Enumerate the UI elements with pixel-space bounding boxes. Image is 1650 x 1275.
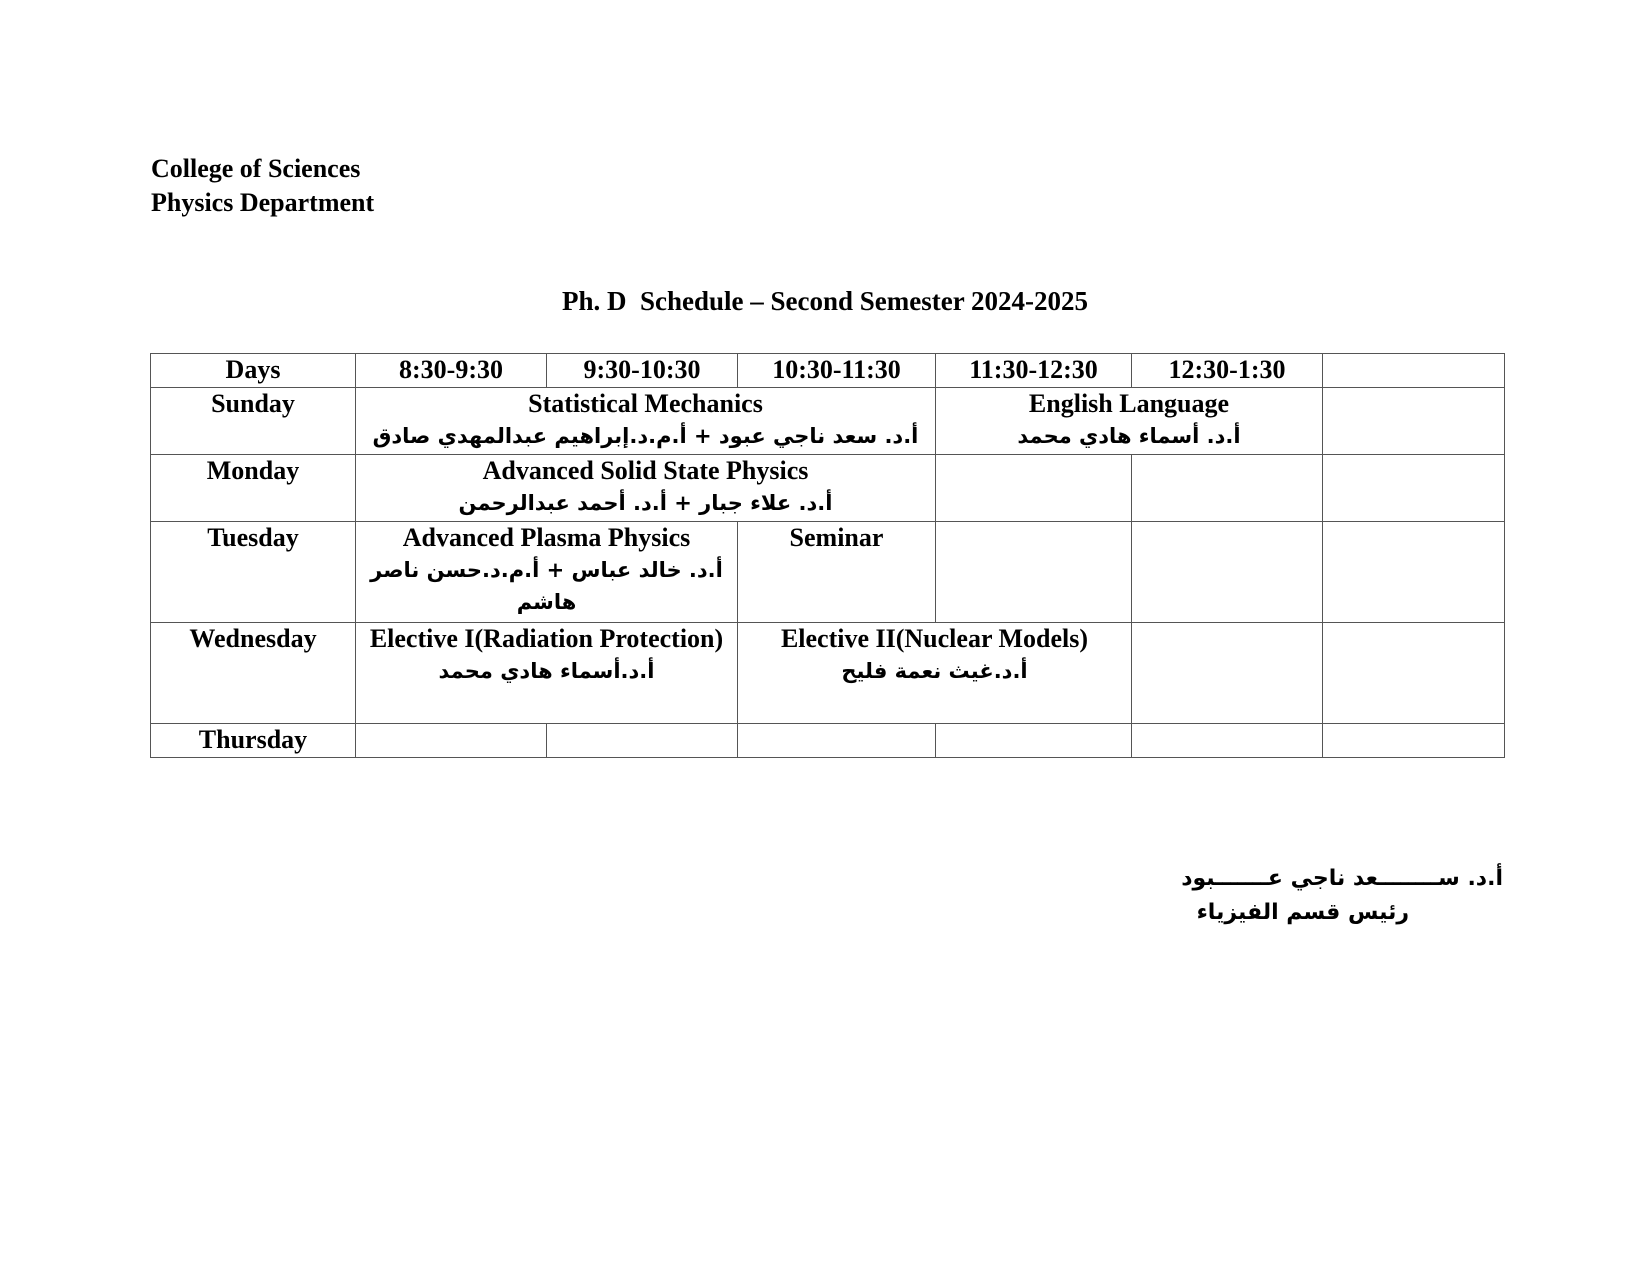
- instructor-name: أ.د. علاء جبار + أ.د. أحمد عبدالرحمن: [458, 491, 833, 515]
- course-name: Advanced Solid State Physics: [482, 456, 809, 485]
- empty-cell: [738, 724, 936, 758]
- column-header-slot-4: 11:30-12:30: [936, 354, 1132, 388]
- class-cell-advanced-solid-state: [356, 455, 936, 522]
- header-block: [151, 152, 374, 220]
- college-name: College of Sciences: [151, 154, 361, 183]
- course-name: Elective I(Radiation Protection): [369, 624, 724, 653]
- column-header-days: Days: [151, 354, 356, 388]
- signature-block: [1181, 862, 1503, 930]
- instructor-name: أ.د. سعد ناجي عبود + أ.م.د.إبراهيم عبدالمهدي صادق: [372, 424, 919, 448]
- class-cell-english-language: [936, 388, 1323, 455]
- class-cell-seminar: [738, 522, 936, 623]
- course-name: Elective II(Nuclear Models): [780, 624, 1089, 653]
- column-header-slot-3: 10:30-11:30: [738, 354, 936, 388]
- empty-cell: [1132, 455, 1323, 522]
- empty-cell: [936, 522, 1132, 623]
- empty-cell: [547, 724, 738, 758]
- course-name: English Language: [1028, 389, 1230, 418]
- class-cell-elective-2: [738, 623, 1132, 724]
- empty-cell: [936, 724, 1132, 758]
- day-cell-wednesday: Wednesday: [151, 623, 356, 724]
- column-header-slot-1: 8:30-9:30: [356, 354, 547, 388]
- header-row: [151, 354, 1505, 388]
- class-cell-advanced-plasma: [356, 522, 738, 623]
- day-cell-tuesday: Tuesday: [151, 522, 356, 623]
- row-thursday: [151, 724, 1505, 758]
- empty-cell: [1323, 388, 1505, 455]
- empty-cell: [1132, 522, 1323, 623]
- signatory-name: أ.د. ســــــــعد ناجي عـــــــبود: [1181, 866, 1503, 891]
- signatory-title: رئيس قسم الفيزياء: [1196, 900, 1409, 925]
- column-header-extra: [1323, 354, 1505, 388]
- row-wednesday: [151, 623, 1505, 724]
- row-tuesday: [151, 522, 1505, 623]
- document-title: Ph. D Schedule – Second Semester 2024-2025: [562, 286, 1088, 316]
- empty-cell: [1323, 455, 1505, 522]
- day-cell-monday: Monday: [151, 455, 356, 522]
- instructor-name: أ.د. خالد عباس + أ.م.د.حسن ناصر هاشم: [370, 558, 723, 614]
- day-cell-sunday: Sunday: [151, 388, 356, 455]
- schedule-table: [150, 353, 1505, 758]
- empty-cell: [1323, 724, 1505, 758]
- row-sunday: [151, 388, 1505, 455]
- course-name: Seminar: [789, 523, 884, 552]
- course-name: Advanced Plasma Physics: [402, 523, 691, 552]
- empty-cell: [1132, 724, 1323, 758]
- department-name: Physics Department: [151, 188, 375, 217]
- row-monday: [151, 455, 1505, 522]
- empty-cell: [936, 455, 1132, 522]
- empty-cell: [356, 724, 547, 758]
- course-name: Statistical Mechanics: [528, 389, 763, 418]
- column-header-slot-2: 9:30-10:30: [547, 354, 738, 388]
- day-cell-thursday: Thursday: [151, 724, 356, 758]
- instructor-name: أ.د. أسماء هادي محمد: [1017, 424, 1241, 448]
- empty-cell: [1323, 623, 1505, 724]
- instructor-name: أ.د.أسماء هادي محمد: [438, 659, 655, 683]
- empty-cell: [1132, 623, 1323, 724]
- empty-cell: [1323, 522, 1505, 623]
- class-cell-statistical-mechanics: [356, 388, 936, 455]
- column-header-slot-5: 12:30-1:30: [1132, 354, 1323, 388]
- class-cell-elective-1: [356, 623, 738, 724]
- instructor-name: أ.د.غيث نعمة فليح: [841, 659, 1028, 683]
